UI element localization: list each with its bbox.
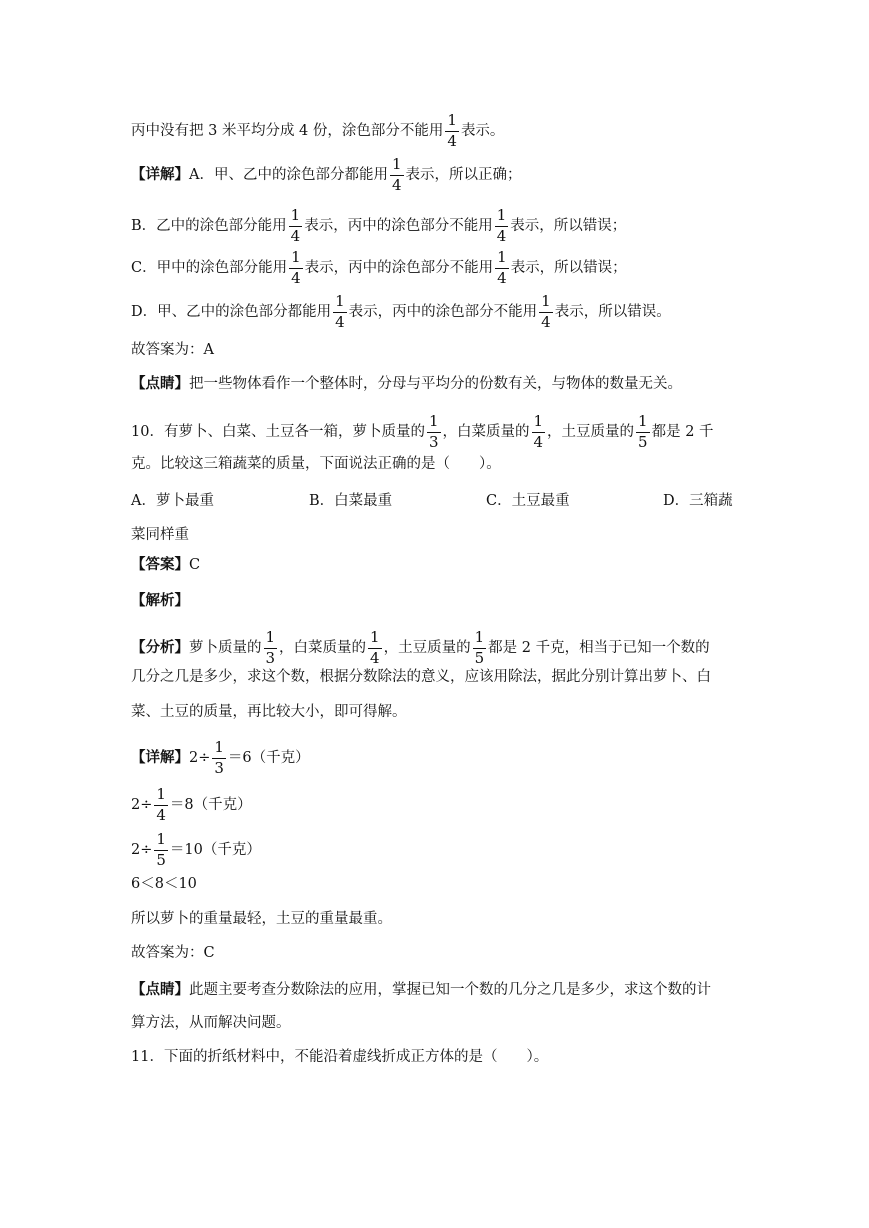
- text-line: [131, 912, 738, 927]
- fraction: [473, 630, 487, 667]
- text-line: [131, 294, 738, 331]
- text-line: [131, 670, 738, 685]
- text-line: [131, 877, 738, 892]
- text-run: 10．有萝卜、白菜、土豆各一箱，萝卜质量的: [131, 424, 425, 440]
- text-line: [131, 113, 738, 150]
- text-line: [131, 208, 738, 245]
- fraction-numerator: 1: [265, 628, 276, 646]
- text-run: 表示，丙中的涂色部分不能用: [348, 304, 538, 320]
- text-run: ，土豆质量的: [383, 640, 471, 656]
- section-tag: 【详解】: [131, 166, 189, 183]
- text-run: 算方法，从而解决问题。: [131, 1015, 291, 1031]
- fraction: [445, 113, 459, 150]
- fraction-denominator: 3: [214, 758, 224, 777]
- fraction-denominator: 4: [447, 131, 457, 150]
- section-tag: 【解析】: [131, 592, 189, 609]
- fraction: [495, 208, 509, 245]
- text-run: ，土豆质量的: [547, 424, 635, 440]
- text-run: 都是 2 千: [651, 424, 714, 440]
- text-line: [131, 250, 738, 287]
- text-line: [131, 630, 738, 667]
- text-run: 表示。: [460, 123, 505, 139]
- text-run: 所以萝卜的重量最轻，土豆的重量最重。: [131, 911, 392, 927]
- fraction-denominator: 5: [474, 648, 485, 667]
- text-line: [131, 528, 738, 543]
- fraction-numerator: 1: [214, 738, 224, 756]
- text-line: [131, 832, 738, 869]
- fraction: [495, 250, 509, 287]
- fraction: [539, 294, 553, 331]
- text-run: 11．下面的折纸材料中，不能沿着虚线折成正方体的是（ ）。: [131, 1049, 549, 1065]
- text-line: [131, 705, 738, 720]
- fraction-denominator: 3: [265, 648, 276, 667]
- fraction: [636, 414, 650, 451]
- text-run: 菜、土豆的质量，再比较大小，即可得解。: [131, 704, 407, 720]
- text-run: 把一些物体看作一个整体时，分母与平均分的份数有关，与物体的数量无关。: [189, 376, 682, 392]
- fraction-denominator: 5: [156, 850, 166, 869]
- text-line: [131, 787, 738, 824]
- text-run: 2÷: [131, 797, 153, 813]
- fraction-denominator: 4: [497, 268, 507, 287]
- fraction: [154, 832, 168, 869]
- text-line: [131, 377, 738, 392]
- text-run: B．乙中的涂色部分能用: [131, 218, 287, 234]
- text-run: A．甲、乙中的涂色部分都能用: [189, 167, 388, 183]
- text-run: 2÷: [189, 750, 211, 766]
- answer-option: C．土豆最重: [486, 493, 570, 509]
- fraction-numerator: 1: [496, 206, 507, 224]
- text-run: 表示，丙中的涂色部分不能用: [304, 218, 493, 234]
- text-line: [131, 457, 738, 472]
- fraction-numerator: 1: [638, 412, 648, 430]
- text-run: 萝卜质量的: [189, 640, 262, 656]
- fraction: [532, 414, 546, 451]
- section-tag: 【详解】: [131, 749, 189, 766]
- fraction-denominator: 4: [290, 226, 301, 245]
- answer-option: D．三箱蔬: [663, 493, 733, 509]
- answer-option: A．萝卜最重: [131, 493, 214, 509]
- text-run: 克。比较这三箱蔬菜的质量，下面说法正确的是（ ）。: [131, 456, 501, 472]
- fraction-numerator: 1: [533, 412, 544, 430]
- text-run: 6＜8＜10: [131, 876, 197, 892]
- fraction-numerator: 1: [447, 111, 457, 129]
- text-run: 表示，丙中的涂色部分不能用: [304, 260, 494, 276]
- fraction-numerator: 1: [391, 155, 402, 173]
- text-line: [131, 157, 738, 194]
- fraction-denominator: 5: [638, 432, 648, 451]
- text-line: [131, 594, 738, 609]
- fraction-numerator: 1: [335, 292, 345, 310]
- section-tag: 【答案】: [131, 556, 189, 573]
- section-tag: 【点睛】: [131, 981, 189, 998]
- text-run: 几分之几是多少，求这个数，根据分数除法的意义，应该用除法，据此分别计算出萝卜、白: [131, 669, 711, 685]
- answer-option: B．白菜最重: [309, 493, 393, 509]
- fraction: [212, 740, 226, 777]
- fraction-numerator: 1: [291, 248, 301, 266]
- fraction-numerator: 1: [370, 628, 380, 646]
- text-line: [131, 1050, 738, 1065]
- text-run: 表示，所以正确；: [405, 167, 522, 183]
- text-run: 表示，所以错误。: [554, 304, 671, 320]
- text-run: ＝6（千克）: [227, 750, 310, 766]
- fraction: [427, 414, 441, 451]
- fraction: [333, 294, 347, 331]
- text-run: 故答案为：C: [131, 945, 215, 961]
- text-run: 故答案为：A: [131, 342, 214, 358]
- text-line: [131, 414, 738, 451]
- fraction: [368, 630, 382, 667]
- fraction-numerator: 1: [156, 785, 166, 803]
- fraction-numerator: 1: [541, 292, 551, 310]
- text-line: [131, 558, 738, 573]
- text-run: 此题主要考查分数除法的应用，掌握已知一个数的几分之几是多少，求这个数的计: [189, 982, 711, 998]
- text-line: [131, 1016, 738, 1031]
- fraction-denominator: 4: [370, 648, 380, 667]
- text-run: ，白菜质量的: [442, 424, 530, 440]
- fraction-numerator: 1: [474, 628, 485, 646]
- text-line: [131, 983, 738, 998]
- fraction-numerator: 1: [428, 412, 439, 430]
- text-run: 菜同样重: [131, 527, 189, 543]
- fraction-denominator: 4: [335, 312, 345, 331]
- fraction-denominator: 4: [496, 226, 507, 245]
- fraction-denominator: 4: [156, 805, 166, 824]
- text-run: 2÷: [131, 842, 153, 858]
- fraction: [289, 250, 303, 287]
- text-run: 都是 2 千克，相当于已知一个数的: [488, 640, 710, 656]
- text-run: ＝10（千克）: [169, 842, 261, 858]
- fraction-denominator: 4: [541, 312, 551, 331]
- text-run: ＝8（千克）: [169, 797, 252, 813]
- text-run: C: [189, 557, 201, 573]
- text-run: C．甲中的涂色部分能用: [131, 260, 288, 276]
- fraction: [154, 787, 168, 824]
- text-run: D．甲、乙中的涂色部分都能用: [131, 304, 332, 320]
- fraction-denominator: 4: [391, 175, 402, 194]
- fraction-numerator: 1: [497, 248, 507, 266]
- fraction-denominator: 4: [291, 268, 301, 287]
- fraction: [289, 208, 303, 245]
- fraction-denominator: 3: [428, 432, 439, 451]
- fraction-numerator: 1: [156, 830, 166, 848]
- fraction: [390, 157, 404, 194]
- text-run: ，白菜质量的: [279, 640, 367, 656]
- fraction: [264, 630, 278, 667]
- text-line: [131, 946, 738, 961]
- text-run: 丙中没有把 3 米平均分成 4 份，涂色部分不能用: [131, 123, 444, 139]
- fraction-denominator: 4: [533, 432, 544, 451]
- text-run: 表示，所以错误；: [510, 218, 627, 234]
- text-line: [131, 343, 738, 358]
- fraction-numerator: 1: [290, 206, 301, 224]
- text-run: 表示，所以错误；: [510, 260, 627, 276]
- section-tag: 【点睛】: [131, 375, 189, 392]
- text-line: [131, 740, 738, 777]
- section-tag: 【分析】: [131, 639, 189, 656]
